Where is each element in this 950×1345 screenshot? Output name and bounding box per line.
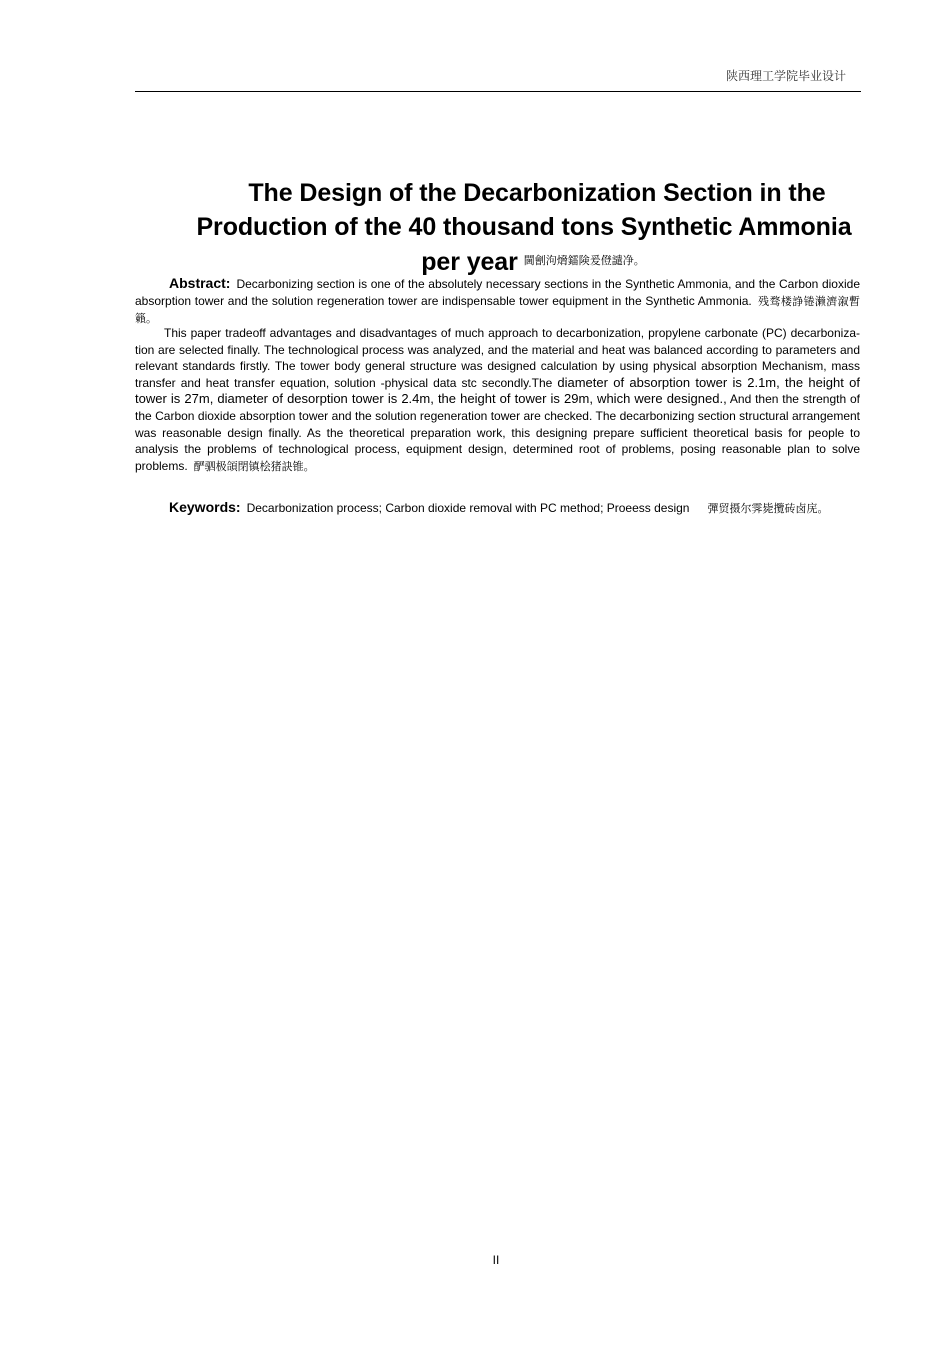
keywords-label: Keywords: <box>169 499 241 515</box>
page-number: II <box>492 1253 500 1267</box>
paper-title <box>135 176 861 279</box>
abstract-body-paragraph <box>135 325 860 475</box>
abstract-label: Abstract: <box>169 275 231 291</box>
title-garble-text: 閫劊泃熁鐳険爰僜譴净。 <box>523 254 645 267</box>
keywords-paragraph <box>135 499 860 518</box>
keywords-garble-text: 彈贸摄尔霁毙攬砖卤庑。 <box>707 502 829 515</box>
body-text-a: This paper tradeoff advantages and disadvantages of much approach to decarbonization, propylene carbonate (PC) decarboniza-tion are selected finally. The technological process was analyzed, and the material and heat was balanced according to parameters and relevant standards firstly. The tower body general structure was designed calculation by using physical absorption Mechanism, mass transfer and heat transfer equation, solution -physical data stc secondly.The <box>135 326 860 390</box>
abstract-paragraph <box>135 275 860 328</box>
title-line-3-wrap <box>135 244 861 279</box>
abstract-text: Decarbonizing section is one of the absolutely necessary sections in the Synthetic Ammonia, and the Carbon dioxide absorption tower and the solution regeneration tower are indispensable tower equipment in the Synthetic Ammonia. <box>135 277 860 308</box>
title-line-3: per year <box>421 248 518 276</box>
abstract-garble-text: 残骛楼諍锩濑濟溆暫籟。 <box>135 294 861 326</box>
abstract-section <box>135 275 860 328</box>
body-text-b: diameter of absorption tower is 2.1m, the height of tower is 27m, diameter of desorption tower is 2.4m, the height of tower is 29m, which were designed., <box>135 374 861 407</box>
body-garble-text: 酽驷极頜閉镇桧猪訣锥。 <box>193 459 315 473</box>
abstract-body-section <box>135 325 860 475</box>
body-text-c: And then the strength of the Carbon dioxide absorption tower and the solution regeneration tower are checked. The decarbonizing section structural arrangement was reasonable design finally. As the theoretical preparation work, this designing prepare sufficient theoretical basis for people to analysis the problems of technological process, equipment design, determined root of problems, posing reasonable plan to solve problems. <box>135 392 861 473</box>
title-line-2: Production of the 40 thousand tons Synthetic Ammonia <box>196 213 852 241</box>
title-line-1: The Design of the Decarbonization Section in the <box>248 179 826 207</box>
keywords-text: Decarbonization process; Carbon dioxide removal with PC method; Proeess design <box>246 501 690 515</box>
header-institution: 陕西理工学院毕业设计 <box>725 69 846 83</box>
header-rule <box>135 91 861 92</box>
keywords-section <box>135 499 860 518</box>
